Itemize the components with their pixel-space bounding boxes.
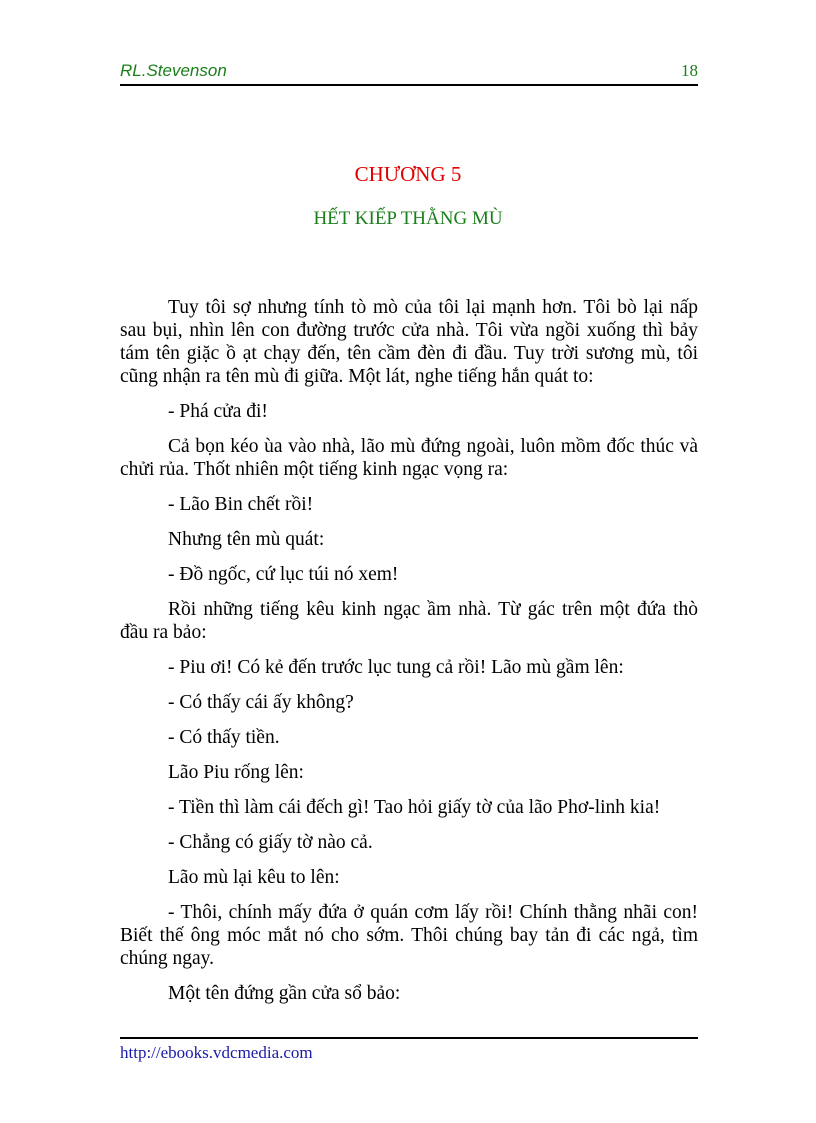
paragraph: Rồi những tiếng kêu kinh ngạc ầm nhà. Từ gác trên một đứa thò đầu ra bảo: xyxy=(120,599,698,643)
footer-divider xyxy=(120,1037,698,1039)
paragraph: - Có thấy tiền. xyxy=(168,727,280,748)
author-name: RL.Stevenson xyxy=(120,61,227,80)
body-text xyxy=(120,296,698,1017)
paragraph: Cả bọn kéo ùa vào nhà, lão mù đứng ngoài, luôn mồm đốc thúc và chửi rủa. Thốt nhiên một tiếng kinh ngạc vọng ra: xyxy=(120,436,698,480)
chapter-label: CHƯƠNG 5 xyxy=(354,162,462,186)
page-header xyxy=(120,60,698,86)
paragraph: Nhưng tên mù quát: xyxy=(168,529,325,550)
paragraph: Một tên đứng gần cửa sổ bảo: xyxy=(168,983,401,1004)
page-number: 18 xyxy=(681,61,698,80)
paragraph: - Có thấy cái ấy không? xyxy=(168,692,354,713)
paragraph: - Chẳng có giấy tờ nào cả. xyxy=(168,832,373,853)
paragraph: - Lão Bin chết rồi! xyxy=(168,494,314,515)
paragraph: - Đồ ngốc, cứ lục túi nó xem! xyxy=(168,564,399,585)
paragraph: - Tiền thì làm cái đếch gì! Tao hỏi giấy tờ của lão Phơ-linh kia! xyxy=(168,797,661,818)
paragraph: Tuy tôi sợ nhưng tính tò mò của tôi lại mạnh hơn. Tôi bò lại nấp sau bụi, nhìn lên con đường trước cửa nhà. Tôi vừa ngồi xuống thì bảy tám tên giặc ồ ạt chạy đến, tên cầm đèn đi đầu. Tuy trời sương mù, tôi cũng nhận ra tên mù đi giữa. Một lát, nghe tiếng hắn quát to: xyxy=(120,297,698,387)
paragraph: Lão Piu rống lên: xyxy=(168,762,304,783)
chapter-title: HẾT KIẾP THẰNG MÙ xyxy=(313,208,503,229)
paragraph: - Phá cửa đi! xyxy=(168,401,268,422)
footer-url-link[interactable]: http://ebooks.vdcmedia.com xyxy=(120,1043,313,1062)
paragraph: - Piu ơi! Có kẻ đến trước lục tung cả rồi! Lão mù gầm lên: xyxy=(168,657,624,678)
paragraph: - Thôi, chính mấy đứa ở quán cơm lấy rồi! Chính thằng nhãi con! Biết thế ông móc mắt nó cho sớm. Thôi chúng bay tản đi các ngả, tìm chúng ngay. xyxy=(120,902,698,969)
paragraph: Lão mù lại kêu to lên: xyxy=(168,867,340,888)
